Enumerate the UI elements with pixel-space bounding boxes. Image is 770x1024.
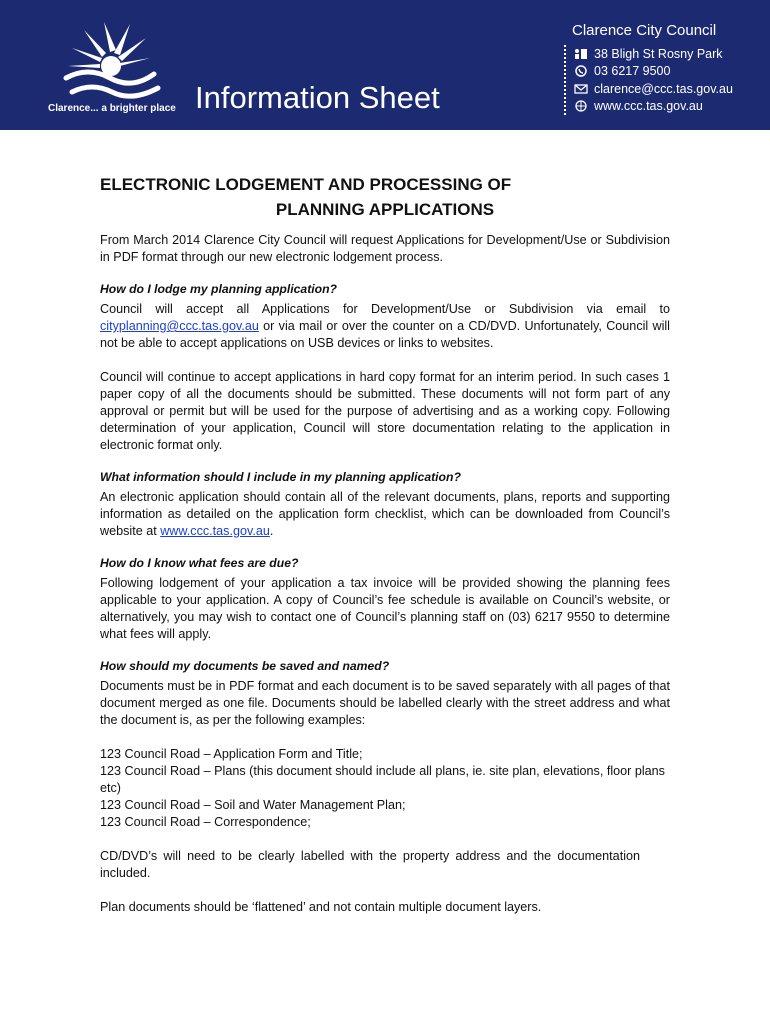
flatten-note: Plan documents should be ‘flattened’ and not contain multiple document layers. <box>100 900 542 914</box>
contact-phone-text: 03 6217 9500 <box>594 64 671 79</box>
contact-phone <box>574 63 765 81</box>
example-item: 123 Council Road – Soil and Water Management Plan; <box>100 798 406 812</box>
example-item: 123 Council Road – Correspondence; <box>100 815 311 829</box>
page-title: Information Sheet <box>195 80 440 115</box>
heading-line-2: PLANNING APPLICATIONS <box>275 200 495 219</box>
organization-name: Clarence City Council <box>572 22 717 39</box>
answer-lodge-post: or via mail or over the counter on a CD/DVD. Unfortunately, Council will not be able to accept applications on USB devices or links to websites. <box>100 319 670 350</box>
answer-information-pre: An electronic application should contain all of the relevant documents, plans, reports and supporting information as detailed on the application form checklist, which can be downloaded from Council’s website at <box>100 490 670 538</box>
question-information: What information should I include in my planning application? <box>100 470 461 484</box>
answer-lodge-pre: Council will accept all Applications for Development/Use or Subdivision via email to <box>100 302 670 316</box>
answer-lodge <box>100 301 670 352</box>
council-logo-icon <box>58 22 168 102</box>
phone-icon <box>574 65 588 77</box>
answer-information-post: . <box>269 524 274 538</box>
location-icon <box>574 48 588 60</box>
answer-documents: Documents must be in PDF format and each document is to be saved separately with all pages of that document merged as one file. Documents should be labelled clearly with the street address and what the document is, as per the following examples: <box>100 679 670 727</box>
heading-line-1: ELECTRONIC LODGEMENT AND PROCESSING OF <box>100 175 512 194</box>
intro-paragraph: From March 2014 Clarence City Council will request Applications for Development/Use or Subdivision in PDF format through our new electronic lodgement process. <box>100 233 670 264</box>
contact-address <box>574 45 765 63</box>
header-banner <box>0 0 770 130</box>
contact-block <box>560 22 765 115</box>
cd-dvd-note: CD/DVD’s will need to be clearly labelled with the property address and the documentation included. <box>100 849 640 880</box>
tagline: Clarence... a brighter place <box>48 103 176 114</box>
contact-list <box>564 45 765 115</box>
answer-fees: Following lodgement of your application a tax invoice will be provided showing the planning fees applicable to your application. A copy of Council’s fee schedule is available on Council’s website, or alternatively, you may wish to contact one of Council’s planning staff on (03) 6217 9550 to determine what fees will apply. <box>100 576 670 641</box>
contact-email-text: clarence@ccc.tas.gov.au <box>594 81 733 96</box>
contact-website-text: www.ccc.tas.gov.au <box>594 99 703 114</box>
contact-email[interactable] <box>574 80 765 98</box>
example-item: 123 Council Road – Application Form and Title; <box>100 747 363 761</box>
contact-website[interactable] <box>574 98 765 116</box>
question-documents: How should my documents be saved and named? <box>100 659 390 673</box>
document-body <box>100 172 670 916</box>
question-lodge: How do I lodge my planning application? <box>100 282 337 296</box>
contact-address-text: 38 Bligh St Rosny Park <box>594 46 723 61</box>
examples-list <box>100 746 670 831</box>
example-item: 123 Council Road – Plans (this document should include all plans, ie. site plan, elevations, floor plans etc) <box>100 764 665 795</box>
council-website-link[interactable]: www.ccc.tas.gov.au <box>160 524 270 538</box>
document-heading <box>100 172 670 222</box>
answer-information <box>100 489 670 540</box>
email-icon <box>574 83 588 95</box>
web-icon <box>574 100 588 112</box>
cityplanning-email-link[interactable]: cityplanning@ccc.tas.gov.au <box>100 319 259 333</box>
hard-copy-paragraph: Council will continue to accept applications in hard copy format for an interim period. In such cases 1 paper copy of all the documents should be submitted. These documents will not form part of any approval or permit but will be used for the purpose of advertising and as a working copy. Following determination of your application, Council will store documentation relating to the application in electronic format only. <box>100 370 670 452</box>
question-fees: How do I know what fees are due? <box>100 556 299 570</box>
